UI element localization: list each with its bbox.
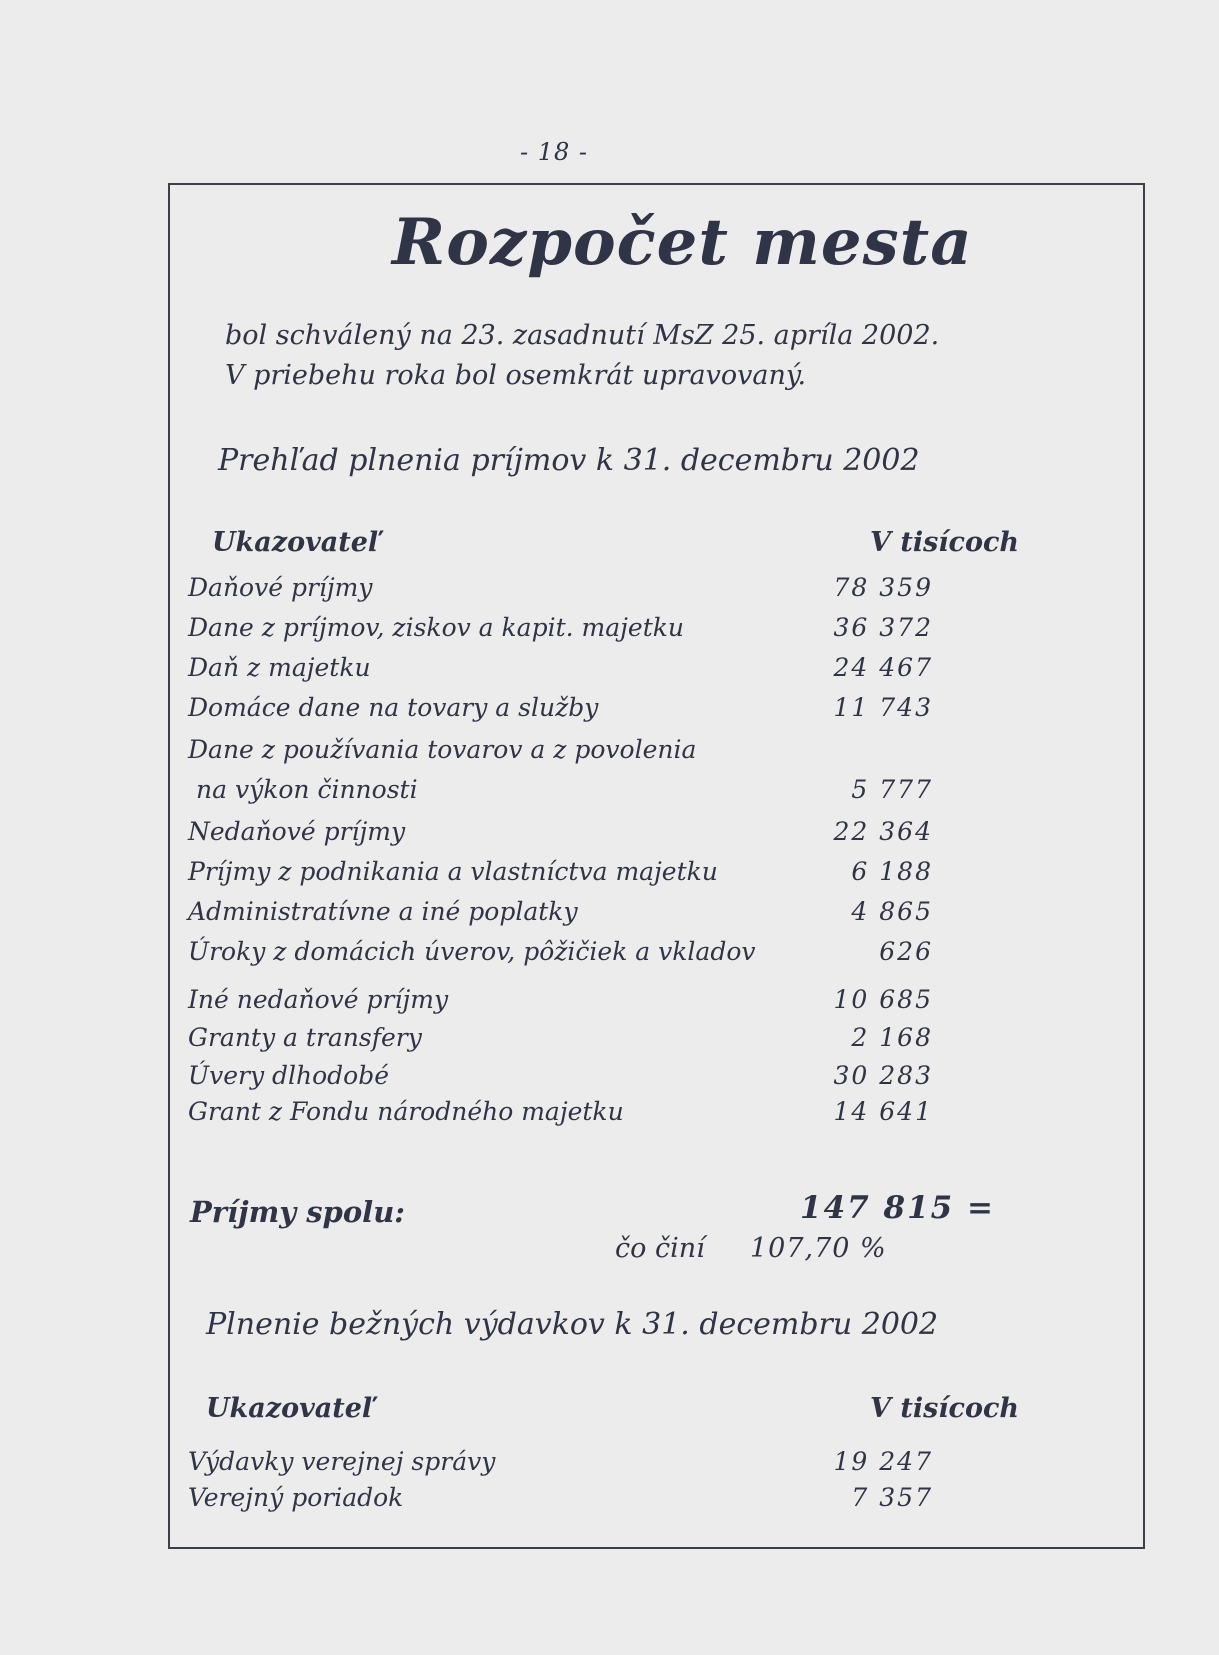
document-title: Rozpočet mesta <box>392 205 973 280</box>
income-heading: Prehľad plnenia príjmov k 31. decembru 2002 <box>218 443 920 478</box>
row-value: 6 188 <box>851 857 933 886</box>
income-col-thousands: V tisícoch <box>870 527 1020 558</box>
row-value: 24 467 <box>833 653 933 682</box>
percent-value: 107,70 % <box>750 1233 887 1264</box>
table-row <box>188 653 1143 693</box>
row-value: 78 359 <box>833 573 933 602</box>
row-label: Daňové príjmy <box>188 573 373 602</box>
table-row <box>188 613 1143 653</box>
table-row <box>188 735 1143 775</box>
intro-line-2: V priebehu roka bol osemkrát upravovaný. <box>225 360 807 391</box>
row-value: 5 777 <box>851 775 933 804</box>
row-value: 30 283 <box>833 1061 933 1090</box>
row-value: 14 641 <box>833 1097 933 1126</box>
table-row <box>188 573 1143 613</box>
row-value: 4 865 <box>851 897 933 926</box>
row-label: Granty a transfery <box>188 1023 422 1052</box>
row-label: Dane z používania tovarov a z povolenia <box>188 735 697 764</box>
income-total-label: Príjmy spolu: <box>190 1195 405 1229</box>
income-total-value: 147 815 = <box>800 1190 995 1226</box>
row-label: Nedaňové príjmy <box>188 817 406 846</box>
row-label: Grant z Fondu národného majetku <box>188 1097 624 1126</box>
row-value: 22 364 <box>833 817 933 846</box>
table-row <box>188 1447 1143 1487</box>
row-label: na výkon činnosti <box>196 775 418 804</box>
row-label: Dane z príjmov, ziskov a kapit. majetku <box>188 613 684 642</box>
table-row <box>188 1097 1143 1137</box>
income-col-indicator: Ukazovateľ <box>212 527 382 558</box>
document-frame <box>168 183 1145 1549</box>
row-value: 11 743 <box>833 693 933 722</box>
expenses-heading: Plnenie bežných výdavkov k 31. decembru 2002 <box>206 1307 939 1342</box>
table-row <box>188 1483 1143 1523</box>
row-label: Administratívne a iné poplatky <box>188 897 578 926</box>
row-label: Výdavky verejnej správy <box>188 1447 496 1476</box>
percent-label: čo činí <box>615 1233 705 1264</box>
row-value: 2 168 <box>851 1023 933 1052</box>
table-row <box>188 985 1143 1025</box>
table-row <box>188 857 1143 897</box>
row-value: 626 <box>879 937 933 966</box>
page-number: - 18 - <box>520 138 589 166</box>
table-row <box>188 1023 1143 1063</box>
row-label: Úroky z domácich úverov, pôžičiek a vkladov <box>188 937 756 966</box>
row-label: Domáce dane na tovary a služby <box>188 693 599 722</box>
table-row <box>188 817 1143 857</box>
table-row <box>188 937 1143 977</box>
expenses-col-thousands: V tisícoch <box>870 1393 1020 1424</box>
row-value: 7 357 <box>851 1483 933 1512</box>
table-row <box>188 897 1143 937</box>
table-row <box>188 693 1143 733</box>
row-label: Daň z majetku <box>188 653 371 682</box>
row-label: Príjmy z podnikania a vlastníctva majetku <box>188 857 718 886</box>
row-label: Iné nedaňové príjmy <box>188 985 449 1014</box>
row-value: 19 247 <box>833 1447 933 1476</box>
expenses-col-indicator: Ukazovateľ <box>206 1393 376 1424</box>
row-value: 10 685 <box>833 985 933 1014</box>
table-row <box>188 775 1143 815</box>
row-label: Úvery dlhodobé <box>188 1061 390 1090</box>
table-row <box>188 1061 1143 1101</box>
row-value: 36 372 <box>833 613 933 642</box>
intro-line-1: bol schválený na 23. zasadnutí MsZ 25. apríla 2002. <box>225 320 940 351</box>
row-label: Verejný poriadok <box>188 1483 404 1512</box>
